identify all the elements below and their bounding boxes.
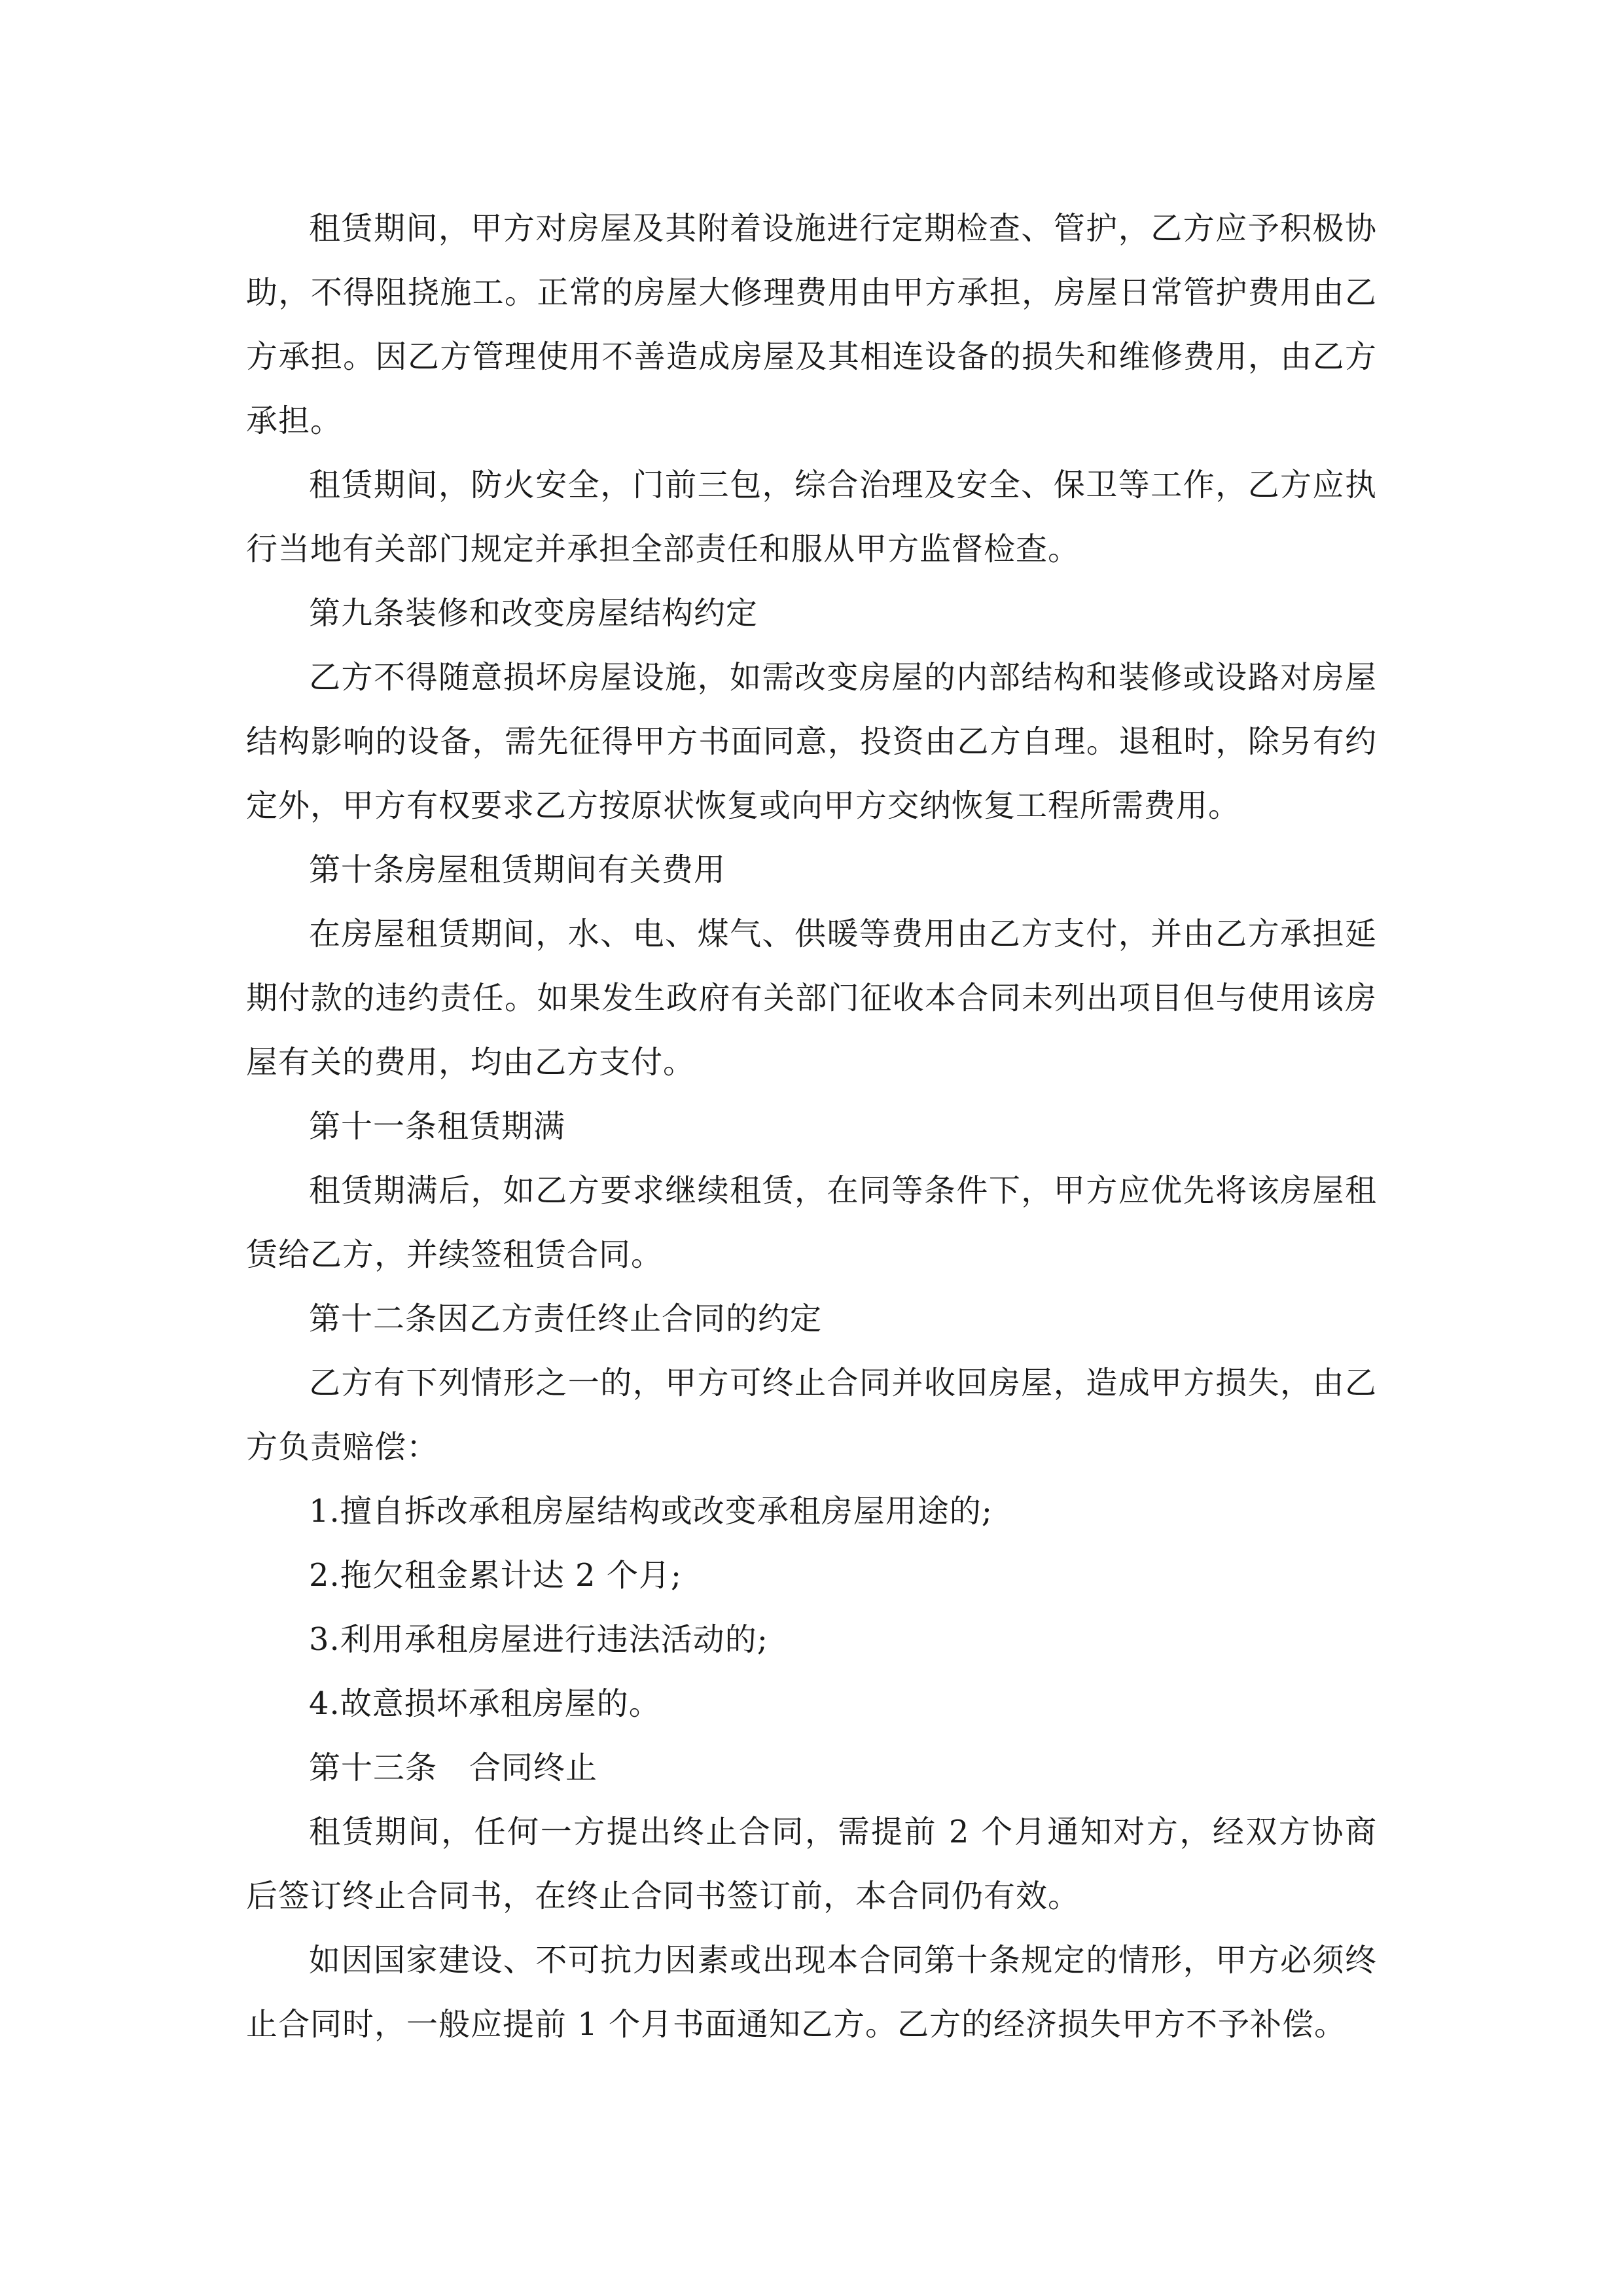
article-13-paragraph-2: 如因国家建设、不可抗力因素或出现本合同第十条规定的情形，甲方必须终止合同时，一般应提前 1 个月书面通知乙方。乙方的经济损失甲方不予补偿。 bbox=[246, 1942, 1377, 2043]
article-12-item-3: 3.利用承租房屋进行违法活动的; bbox=[309, 1621, 768, 1658]
article-10-paragraph: 在房屋租赁期间，水、电、煤气、供暖等费用由乙方支付，并由乙方承担延期付款的违约责任。如果发生政府有关部门征收本合同未列出项目但与使用该房屋有关的费用，均由乙方支付。 bbox=[246, 916, 1377, 1081]
article-12-paragraph: 乙方有下列情形之一的，甲方可终止合同并收回房屋，造成甲方损失，由乙方负责赔偿： bbox=[246, 1365, 1377, 1465]
article-9-paragraph: 乙方不得随意损坏房屋设施，如需改变房屋的内部结构和装修或设路对房屋结构影响的设备，需先征得甲方书面同意，投资由乙方自理。退租时，除另有约定外，甲方有权要求乙方按原状恢复或向甲方交纳恢复工程所需费用。 bbox=[246, 659, 1377, 824]
article-12-item-4: 4.故意损坏承租房屋的。 bbox=[309, 1685, 661, 1722]
article-12-heading: 第十二条因乙方责任终止合同的约定 bbox=[309, 1300, 823, 1337]
document-body bbox=[246, 196, 1377, 2056]
article-12-item-1: 1.擅自拆改承租房屋结构或改变承租房屋用途的; bbox=[309, 1493, 993, 1530]
article-13-paragraph-1: 租赁期间，任何一方提出终止合同，需提前 2 个月通知对方，经双方协商后签订终止合同书，在终止合同书签订前，本合同仍有效。 bbox=[246, 1814, 1377, 1914]
article-13-heading: 第十三条 合同终止 bbox=[309, 1749, 598, 1786]
repair-clause-paragraph: 租赁期间，甲方对房屋及其附着设施进行定期检查、管护，乙方应予积极协助，不得阻挠施工。正常的房屋大修理费用由甲方承担，房屋日常管护费用由乙方承担。因乙方管理使用不善造成房屋及其相连设备的损失和维修费用，由乙方承担。 bbox=[246, 210, 1377, 439]
article-10-heading: 第十条房屋租赁期间有关费用 bbox=[309, 852, 726, 888]
article-11-heading: 第十一条租赁期满 bbox=[309, 1108, 566, 1145]
safety-clause-paragraph: 租赁期间，防火安全，门前三包，综合治理及安全、保卫等工作，乙方应执行当地有关部门规定并承担全部责任和服从甲方监督检查。 bbox=[246, 467, 1377, 567]
article-11-paragraph: 租赁期满后，如乙方要求继续租赁，在同等条件下，甲方应优先将该房屋租赁给乙方，并续签租赁合同。 bbox=[246, 1172, 1377, 1273]
article-12-item-2: 2.拖欠租金累计达 2 个月; bbox=[309, 1557, 683, 1594]
article-9-heading: 第九条装修和改变房屋结构约定 bbox=[309, 595, 758, 632]
